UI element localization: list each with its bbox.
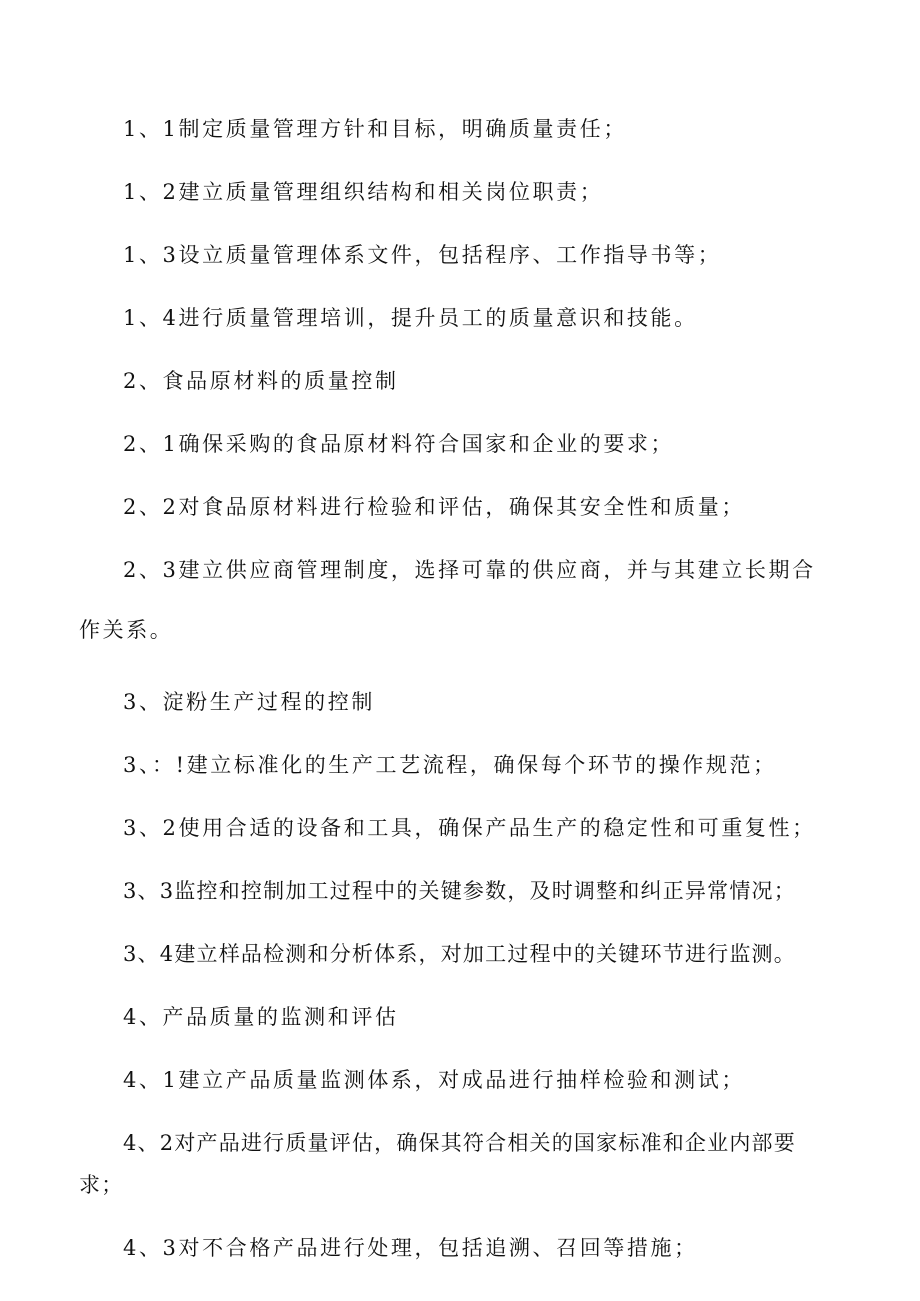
document-body bbox=[79, 108, 839, 1290]
paragraph-1-2: 1、2建立质量管理组织结构和相关岗位职责； bbox=[123, 180, 604, 204]
paragraph-2-2: 2、2对食品原材料进行检验和评估，确保其安全性和质量； bbox=[123, 495, 745, 519]
paragraph-3-4: 3、4建立样品检测和分析体系，对加工过程中的关键环节进行监测。 bbox=[123, 942, 796, 966]
paragraph-1-4: 1、4进行质量管理培训，提升员工的质量意识和技能。 bbox=[123, 306, 698, 330]
paragraph-3-1: 3、：!建立标准化的生产工艺流程，确保每个环节的操作规范； bbox=[123, 753, 777, 777]
paragraph-4-2: 4、2对产品进行质量评估，确保其符合相关的国家标准和企业内部要求； bbox=[79, 1131, 796, 1197]
paragraph-3-3: 3、3监控和控制加工过程中的关键参数，及时调整和纠正异常情况； bbox=[123, 879, 796, 903]
paragraph-4-1: 4、1建立产品质量监测体系，对成品进行抽样检验和测试； bbox=[123, 1068, 745, 1092]
section-heading-4: 4、产品质量的监测和评估 bbox=[123, 1005, 399, 1029]
paragraph-4-3: 4、3对不合格产品进行处理，包括追溯、召回等措施； bbox=[123, 1236, 698, 1260]
paragraph-3-2: 3、2使用合适的设备和工具，确保产品生产的稳定性和可重复性； bbox=[123, 816, 816, 840]
section-heading-2: 2、食品原材料的质量控制 bbox=[123, 369, 399, 393]
paragraph-2-3: 2、3建立供应商管理制度，选择可靠的供应商，并与其建立长期合作关系。 bbox=[79, 558, 816, 642]
paragraph-1-3: 1、3设立质量管理体系文件，包括程序、工作指导书等； bbox=[123, 243, 722, 267]
paragraph-1-1: 1、1制定质量管理方针和目标，明确质量责任； bbox=[123, 117, 627, 141]
section-heading-3: 3、淀粉生产过程的控制 bbox=[123, 690, 375, 714]
paragraph-2-1: 2、1确保采购的食品原材料符合国家和企业的要求； bbox=[123, 432, 675, 456]
